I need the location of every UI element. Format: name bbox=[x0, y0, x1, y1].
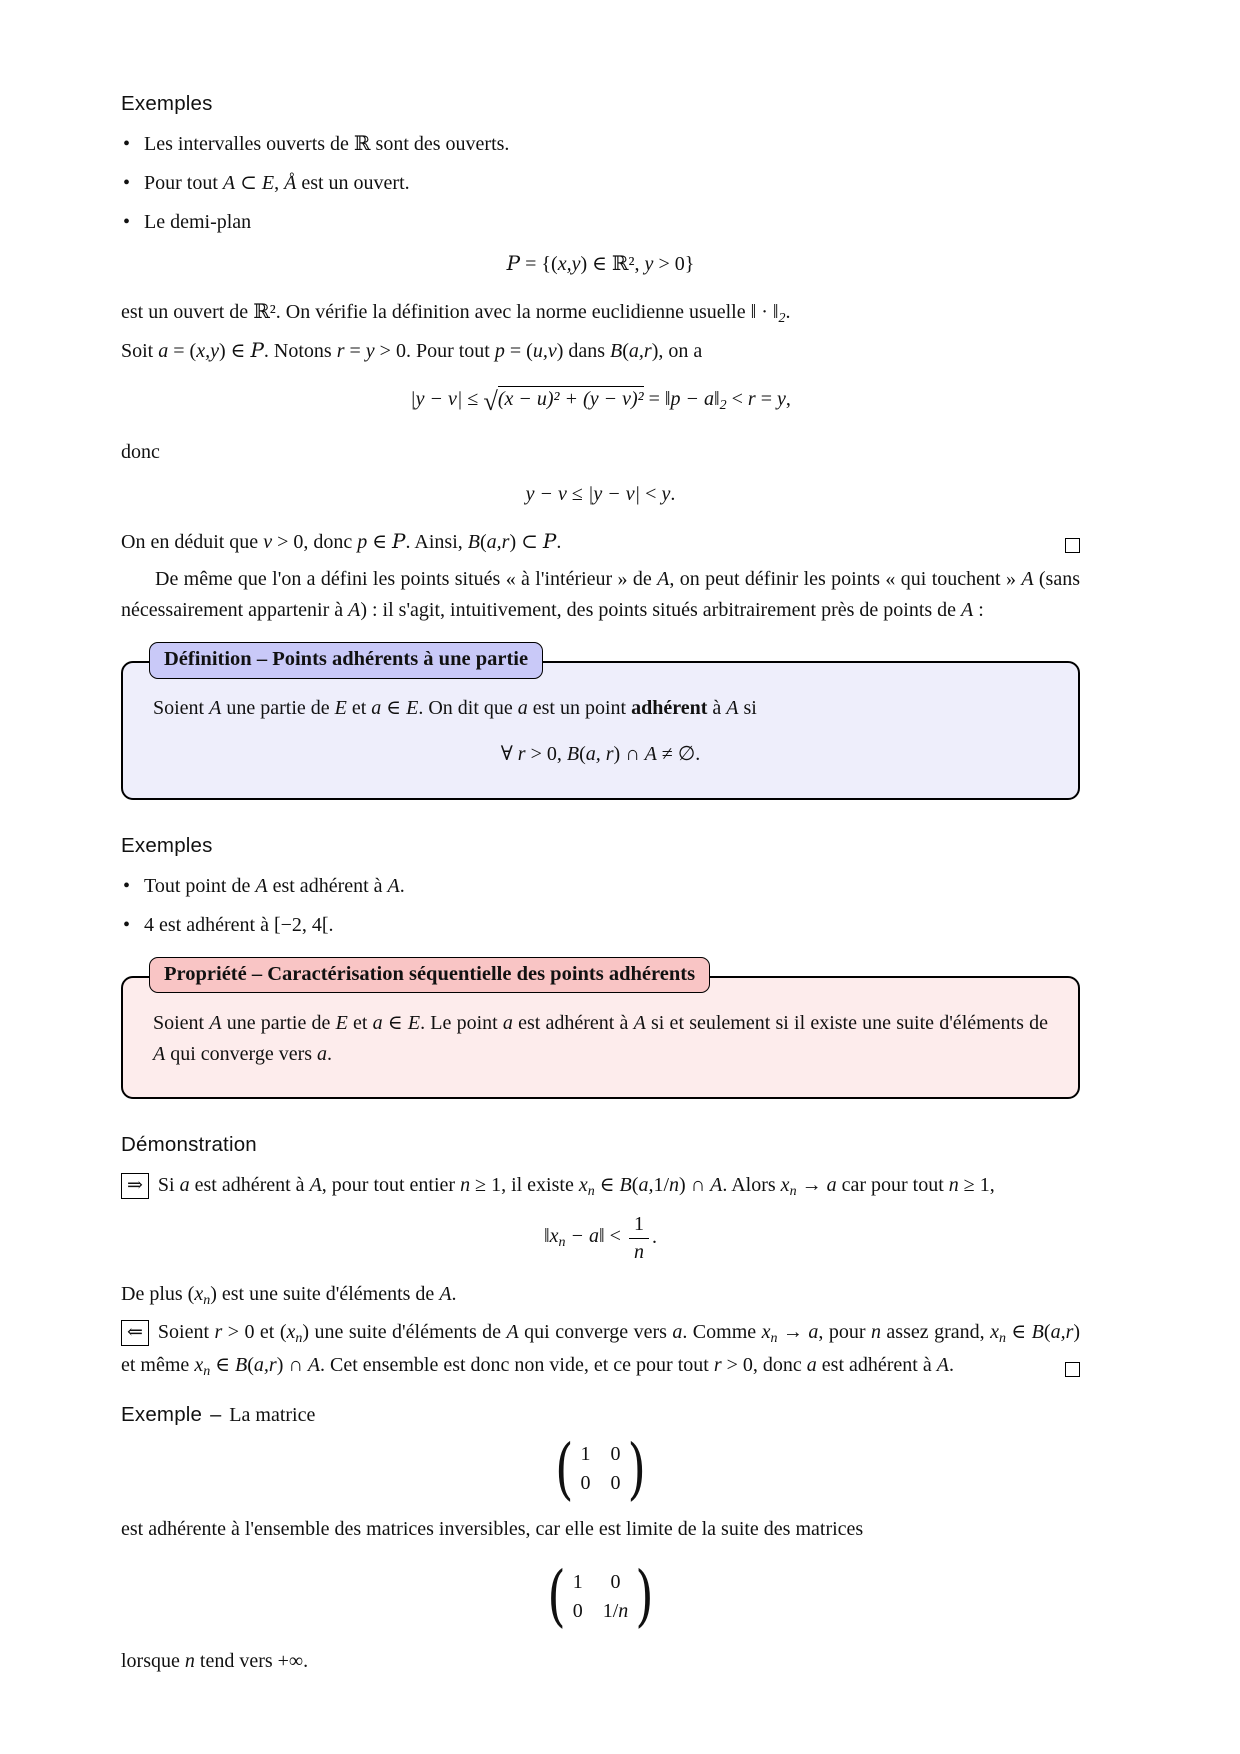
examples-list-1 bbox=[121, 129, 1080, 238]
text-run: A bbox=[1021, 567, 1034, 590]
right-paren-icon: ) bbox=[627, 1429, 646, 1509]
text-run: A bbox=[961, 599, 974, 622]
text-run: n bbox=[184, 1649, 195, 1672]
text-run: Soient bbox=[153, 696, 210, 719]
paragraph-adherente-matrices bbox=[121, 1514, 1080, 1546]
definition-box bbox=[121, 647, 1080, 800]
text-run: B bbox=[235, 1354, 248, 1377]
text-run: a bbox=[502, 1011, 513, 1034]
matrix-1 bbox=[121, 1429, 1080, 1509]
text-run: a bbox=[808, 1320, 819, 1343]
text-run: donc bbox=[121, 440, 160, 463]
text-run: ), on a bbox=[651, 340, 703, 363]
fraction-numerator: 1 bbox=[629, 1212, 649, 1239]
text-run: x bbox=[286, 1320, 296, 1343]
text-run: A bbox=[936, 1354, 949, 1377]
paragraph-deduit bbox=[121, 526, 1080, 559]
text-run: 0 bbox=[610, 1443, 621, 1465]
paragraph-lorsque bbox=[121, 1646, 1080, 1678]
text-run: r bbox=[214, 1320, 223, 1343]
text-run: n bbox=[948, 1174, 959, 1197]
text-run: y − v bbox=[525, 482, 567, 505]
text-run: a bbox=[806, 1354, 817, 1377]
text-run: ) ∩ bbox=[679, 1174, 711, 1197]
text-run: 0 bbox=[610, 1472, 621, 1494]
text-run: A bbox=[439, 1282, 452, 1305]
example-intro: La matrice bbox=[229, 1404, 316, 1427]
text-run: a bbox=[372, 1011, 383, 1034]
text-run: ( bbox=[631, 1174, 639, 1197]
paragraph-adherence-intro bbox=[121, 564, 1080, 627]
definition-title-badge: Définition – Points adhérents à une partie bbox=[149, 642, 543, 679]
text-run: E bbox=[407, 1011, 421, 1034]
text-run: n bbox=[203, 1364, 211, 1380]
text-run: ) : il s'agit, intuitivement, des points situés arbitrairement près de points de bbox=[360, 599, 962, 622]
text-run: Si bbox=[157, 1174, 180, 1197]
left-paren-icon: ( bbox=[555, 1429, 574, 1509]
text-run: 1 bbox=[580, 1443, 591, 1465]
text-run: > 0. Pour tout bbox=[374, 340, 495, 363]
text-run: qui converge vers bbox=[165, 1043, 318, 1066]
text-run: |y − v| bbox=[410, 387, 463, 410]
matrix-cell bbox=[603, 1568, 629, 1597]
formula-period: . bbox=[651, 1226, 657, 1249]
text-run: ≥ 1, bbox=[958, 1174, 995, 1197]
text-run: Pour tout bbox=[144, 171, 223, 194]
matrix-cell bbox=[573, 1568, 583, 1597]
text-run: a,r bbox=[253, 1354, 277, 1377]
paragraph-soit bbox=[121, 335, 1080, 368]
display-formula-inequality bbox=[121, 384, 1080, 417]
text-run: = ( bbox=[168, 340, 197, 363]
text-run: ( bbox=[622, 340, 629, 363]
text-run: < bbox=[640, 482, 662, 505]
text-run: a bbox=[672, 1320, 683, 1343]
text-run: (sans nécessairement appartenir à bbox=[121, 567, 1080, 622]
matrix-2-cells bbox=[567, 1566, 635, 1628]
text-run: ( bbox=[1043, 1320, 1051, 1343]
text-run: ( bbox=[579, 742, 586, 765]
examples-heading-2: Exemples bbox=[121, 834, 213, 858]
text-run: ) et même bbox=[121, 1320, 1081, 1377]
text-run: E bbox=[261, 171, 275, 194]
text-run: r bbox=[713, 1354, 722, 1377]
property-box bbox=[121, 962, 1080, 1099]
definition-formula bbox=[153, 739, 1048, 771]
text-run: ∈ bbox=[594, 1174, 620, 1197]
text-run: > 0, donc bbox=[272, 531, 358, 554]
text-run: Soient bbox=[153, 1011, 210, 1034]
text-run: A bbox=[209, 1011, 222, 1034]
matrix-cell bbox=[611, 1440, 621, 1469]
text-run: 2 bbox=[778, 310, 786, 326]
text-run: n bbox=[669, 1174, 679, 1197]
text-run: P bbox=[542, 529, 557, 554]
demonstration-heading: Démonstration bbox=[121, 1132, 257, 1156]
text-run: De même que l'on a défini les points situés « à l'intérieur » de bbox=[155, 567, 658, 590]
text-run: a bbox=[371, 696, 382, 719]
text-run: a bbox=[158, 340, 169, 363]
text-run: et bbox=[347, 1011, 373, 1034]
text-run: > 0 et ( bbox=[222, 1320, 287, 1343]
text-run: à bbox=[707, 696, 727, 719]
text-run: une partie de bbox=[221, 696, 335, 719]
text-run: ⊂ bbox=[235, 171, 262, 194]
text-run: . Le point bbox=[420, 1011, 503, 1034]
qed-square-icon bbox=[1065, 538, 1080, 553]
text-run: . Cet ensemble est donc non vide, et ce pour tout bbox=[320, 1354, 714, 1377]
text-run: y bbox=[776, 387, 786, 410]
text-run: A bbox=[222, 171, 236, 194]
text-run: 2 bbox=[719, 397, 727, 413]
fraction bbox=[629, 1212, 649, 1265]
text-run: A bbox=[307, 1354, 321, 1377]
text-run: a bbox=[826, 1174, 837, 1197]
text-run: ) est une suite d'éléments de bbox=[210, 1282, 440, 1305]
text-run: n bbox=[558, 1235, 566, 1251]
text-run: a bbox=[517, 696, 528, 719]
text-run: Les intervalles ouverts de ℝ sont des ouverts. bbox=[144, 133, 510, 156]
norm-lhs bbox=[544, 1221, 621, 1254]
text-run: ∈ bbox=[381, 696, 407, 719]
text-run: x bbox=[194, 1282, 204, 1305]
text-run: . bbox=[556, 531, 562, 554]
text-run: y bbox=[644, 253, 654, 276]
text-run: A bbox=[506, 1320, 519, 1343]
matrix-cell bbox=[581, 1440, 591, 1469]
text-run: Soit bbox=[121, 340, 159, 363]
text-run: Å bbox=[284, 171, 297, 194]
text-run: x bbox=[194, 1354, 204, 1377]
example-label: Exemple bbox=[121, 1403, 203, 1427]
text-run: si bbox=[738, 696, 757, 719]
text-run: A bbox=[726, 696, 739, 719]
text-run: n bbox=[587, 1184, 595, 1200]
examples-heading-1: Exemples bbox=[121, 92, 213, 115]
text-run: P bbox=[392, 529, 406, 554]
text-run: (x − u)² + (y − v)² bbox=[497, 387, 644, 410]
text-run: a,r bbox=[1050, 1320, 1074, 1343]
text-run: A bbox=[153, 1043, 166, 1066]
text-run: r bbox=[336, 340, 345, 363]
text-run: p bbox=[357, 531, 368, 554]
text-run: ) une suite d'éléments de bbox=[302, 1320, 507, 1343]
text-run: > 0, bbox=[525, 742, 567, 765]
paragraph-ouvert bbox=[121, 297, 1080, 330]
text-run: De plus ( bbox=[121, 1282, 195, 1305]
text-run: n bbox=[618, 1599, 629, 1622]
list-item bbox=[121, 207, 1080, 239]
text-run: assez grand, bbox=[880, 1320, 991, 1343]
text-run: . bbox=[785, 300, 791, 323]
text-run: B bbox=[566, 742, 580, 765]
text-run: a bbox=[179, 1174, 190, 1197]
proof-forward-text bbox=[157, 1174, 995, 1200]
text-run: , pour bbox=[818, 1320, 871, 1343]
text-run: x bbox=[578, 1174, 588, 1197]
text-run: . Notons bbox=[263, 340, 337, 363]
text-run: , pour tout entier bbox=[321, 1174, 461, 1197]
text-run: est adhérent à bbox=[189, 1174, 310, 1197]
text-run: ≥ 1, il existe bbox=[470, 1174, 579, 1197]
text-run: . bbox=[948, 1354, 954, 1377]
text-run: x bbox=[990, 1320, 999, 1343]
text-run: y bbox=[365, 340, 375, 363]
list-item bbox=[121, 910, 1080, 942]
text-run: 0 bbox=[610, 1570, 621, 1593]
text-run: = ( bbox=[504, 340, 533, 363]
matrix-cell bbox=[603, 1597, 629, 1626]
text-run: si et seulement si il existe une suite d'éléments de bbox=[645, 1011, 1048, 1034]
text-run: 1/ bbox=[653, 1174, 669, 1197]
text-run: , on peut définir les points « qui touchent » bbox=[669, 567, 1022, 590]
list-item bbox=[121, 129, 1080, 161]
text-run: r bbox=[747, 387, 756, 410]
text-run: est adhérent à bbox=[512, 1011, 634, 1034]
text-run: est un point bbox=[527, 696, 632, 719]
display-formula-norm bbox=[121, 1212, 1080, 1265]
paragraph-text bbox=[121, 531, 561, 553]
text-run: . bbox=[451, 1282, 457, 1305]
text-run: x bbox=[780, 1174, 790, 1197]
text-run: < bbox=[726, 387, 748, 410]
text-run: n bbox=[203, 1292, 211, 1308]
text-run: est un ouvert de ℝ². On vérifie la définition avec la norme euclidienne usuelle ‖ · ‖ bbox=[121, 300, 779, 323]
text-run: a bbox=[317, 1043, 328, 1066]
property-body bbox=[153, 1008, 1048, 1071]
text-run: . Alors bbox=[722, 1174, 781, 1197]
text-run: y bbox=[661, 482, 671, 505]
text-run: > 0, donc bbox=[721, 1354, 807, 1377]
text-run: > 0} bbox=[653, 253, 695, 276]
text-run: A bbox=[657, 567, 670, 590]
text-run: . Ainsi, bbox=[405, 531, 468, 554]
text-run: Le demi-plan bbox=[144, 210, 252, 233]
text-run: n bbox=[998, 1331, 1006, 1346]
display-formula-halfplane bbox=[121, 248, 1080, 281]
text-run: → bbox=[777, 1320, 809, 1343]
text-run: a, r bbox=[585, 742, 614, 765]
text-run: ) ∩ bbox=[276, 1354, 308, 1377]
text-run: r bbox=[517, 742, 526, 765]
text-run: ∈ bbox=[367, 531, 393, 554]
text-run: A bbox=[348, 599, 361, 622]
matrix-cell bbox=[573, 1597, 583, 1626]
example-dash: – bbox=[210, 1404, 222, 1427]
text-run: On en déduit que bbox=[121, 531, 264, 554]
text-run: . bbox=[399, 875, 405, 898]
text-run: ) ⊂ bbox=[509, 531, 543, 554]
text-run: n bbox=[870, 1320, 881, 1343]
text-run: 0 bbox=[572, 1599, 583, 1622]
implies-forward-icon: ⇒ bbox=[121, 1173, 149, 1199]
text-run: A bbox=[255, 875, 268, 898]
text-run: . bbox=[670, 482, 676, 505]
text-run: A bbox=[644, 742, 657, 765]
text-run: une partie de bbox=[221, 1011, 336, 1034]
text-run: car pour tout bbox=[836, 1174, 949, 1197]
text-run: A bbox=[633, 1011, 646, 1034]
text-run: est un ouvert. bbox=[296, 171, 410, 194]
text-run: est adhérent à bbox=[816, 1354, 937, 1377]
text-run: E bbox=[406, 696, 419, 719]
text-run: lorsque bbox=[121, 1649, 185, 1672]
text-run: B bbox=[467, 531, 480, 554]
text-run: ∈ bbox=[382, 1011, 408, 1034]
text-run: n bbox=[295, 1331, 303, 1346]
text-run: |y − v| bbox=[587, 482, 641, 505]
text-run: tend vers +∞. bbox=[194, 1649, 309, 1672]
text-run: E bbox=[335, 1011, 348, 1034]
matrix-cell bbox=[611, 1469, 621, 1498]
text-run: a, bbox=[638, 1174, 654, 1197]
text-run: n bbox=[460, 1174, 471, 1197]
text-run: . On dit que bbox=[418, 696, 518, 719]
text-run: A bbox=[309, 1174, 322, 1197]
paragraph-donc bbox=[121, 437, 1080, 469]
text-run: ( bbox=[247, 1354, 254, 1377]
examples-list-2 bbox=[121, 871, 1080, 941]
text-run: E bbox=[334, 696, 347, 719]
text-run: a,r bbox=[628, 340, 652, 363]
list-item bbox=[121, 168, 1080, 200]
text-run: ≤ bbox=[566, 482, 588, 505]
property-title-badge: Propriété – Caractérisation séquentielle des points adhérents bbox=[149, 957, 710, 994]
text-run: adhérent bbox=[631, 696, 708, 719]
text-run: ) ∩ bbox=[613, 742, 645, 765]
text-run: → bbox=[796, 1174, 827, 1197]
text-run: ≠ ∅. bbox=[656, 742, 701, 765]
text-run: 4 est adhérent à [−2, 4[. bbox=[144, 914, 334, 937]
text-run: . bbox=[327, 1043, 333, 1066]
text-run: < bbox=[604, 1225, 621, 1248]
text-run: x,y bbox=[196, 340, 219, 363]
text-run: P bbox=[250, 338, 264, 363]
text-run: , bbox=[785, 387, 791, 410]
text-run: ∈ bbox=[210, 1354, 236, 1377]
text-run: A bbox=[710, 1174, 723, 1197]
text-run: − a‖ bbox=[565, 1225, 605, 1248]
text-run: A bbox=[209, 696, 222, 719]
text-run: ( bbox=[479, 531, 487, 554]
fraction-denominator: n bbox=[633, 1240, 644, 1263]
text-run: . Comme bbox=[682, 1320, 762, 1343]
matrix-example-heading bbox=[121, 1399, 1080, 1432]
text-run: ∀ bbox=[500, 742, 518, 765]
text-run: = {( bbox=[520, 253, 558, 276]
qed-square-icon bbox=[1065, 1362, 1080, 1377]
proof-deplus-paragraph bbox=[121, 1279, 1080, 1312]
text-run: 1/ bbox=[602, 1599, 619, 1622]
display-formula-yv bbox=[121, 479, 1080, 511]
text-run: = bbox=[755, 387, 777, 410]
text-run: ) dans bbox=[556, 340, 611, 363]
text-run: n bbox=[789, 1184, 797, 1200]
text-run: p bbox=[494, 340, 505, 363]
text-run: ≤ bbox=[462, 387, 484, 410]
text-run: P bbox=[506, 251, 521, 276]
text-run: x,y bbox=[557, 253, 581, 276]
text-run: : bbox=[973, 599, 984, 622]
text-run: A bbox=[387, 875, 400, 898]
text-run: qui converge vers bbox=[518, 1320, 673, 1343]
text-run: est adhérent à bbox=[267, 875, 388, 898]
text-run: x bbox=[761, 1320, 771, 1343]
text-run: ‖x bbox=[544, 1225, 559, 1248]
text-run: u,v bbox=[532, 340, 557, 363]
text-run: √ bbox=[483, 385, 498, 416]
text-run: ‖p − a‖ bbox=[664, 387, 720, 410]
text-run: B bbox=[1031, 1320, 1044, 1343]
matrix-cell bbox=[581, 1469, 591, 1498]
proof-backward-paragraph bbox=[121, 1317, 1080, 1384]
text-run: Soient bbox=[157, 1320, 215, 1343]
text-run: Tout point de bbox=[144, 875, 256, 898]
definition-body bbox=[153, 693, 1048, 725]
text-run: 1 bbox=[572, 1570, 583, 1593]
proof-forward-paragraph bbox=[121, 1170, 1080, 1203]
text-run: n bbox=[770, 1331, 778, 1346]
text-run: 0 bbox=[580, 1472, 591, 1494]
text-run: = bbox=[643, 387, 665, 410]
list-item bbox=[121, 871, 1080, 903]
text-run: et bbox=[346, 696, 372, 719]
text-run: ) ∈ ℝ², bbox=[580, 253, 645, 276]
text-run: ) ∈ bbox=[218, 340, 251, 363]
text-run: , bbox=[274, 171, 285, 194]
proof-backward-text bbox=[121, 1320, 1081, 1380]
text-run: a,r bbox=[486, 531, 510, 554]
matrix-2 bbox=[121, 1557, 1080, 1636]
right-paren-icon: ) bbox=[635, 1557, 654, 1636]
implies-backward-icon: ⇐ bbox=[121, 1320, 149, 1346]
matrix-1-cells bbox=[575, 1438, 627, 1500]
text-run: ∈ bbox=[1005, 1320, 1032, 1343]
text-run: B bbox=[619, 1174, 632, 1197]
text-run: est adhérente à l'ensemble des matrices inversibles, car elle est limite de la suite des matrices bbox=[121, 1518, 864, 1540]
text-run: = bbox=[344, 340, 366, 363]
text-run: B bbox=[610, 340, 623, 363]
text-run: v bbox=[263, 531, 273, 554]
left-paren-icon: ( bbox=[547, 1557, 566, 1636]
